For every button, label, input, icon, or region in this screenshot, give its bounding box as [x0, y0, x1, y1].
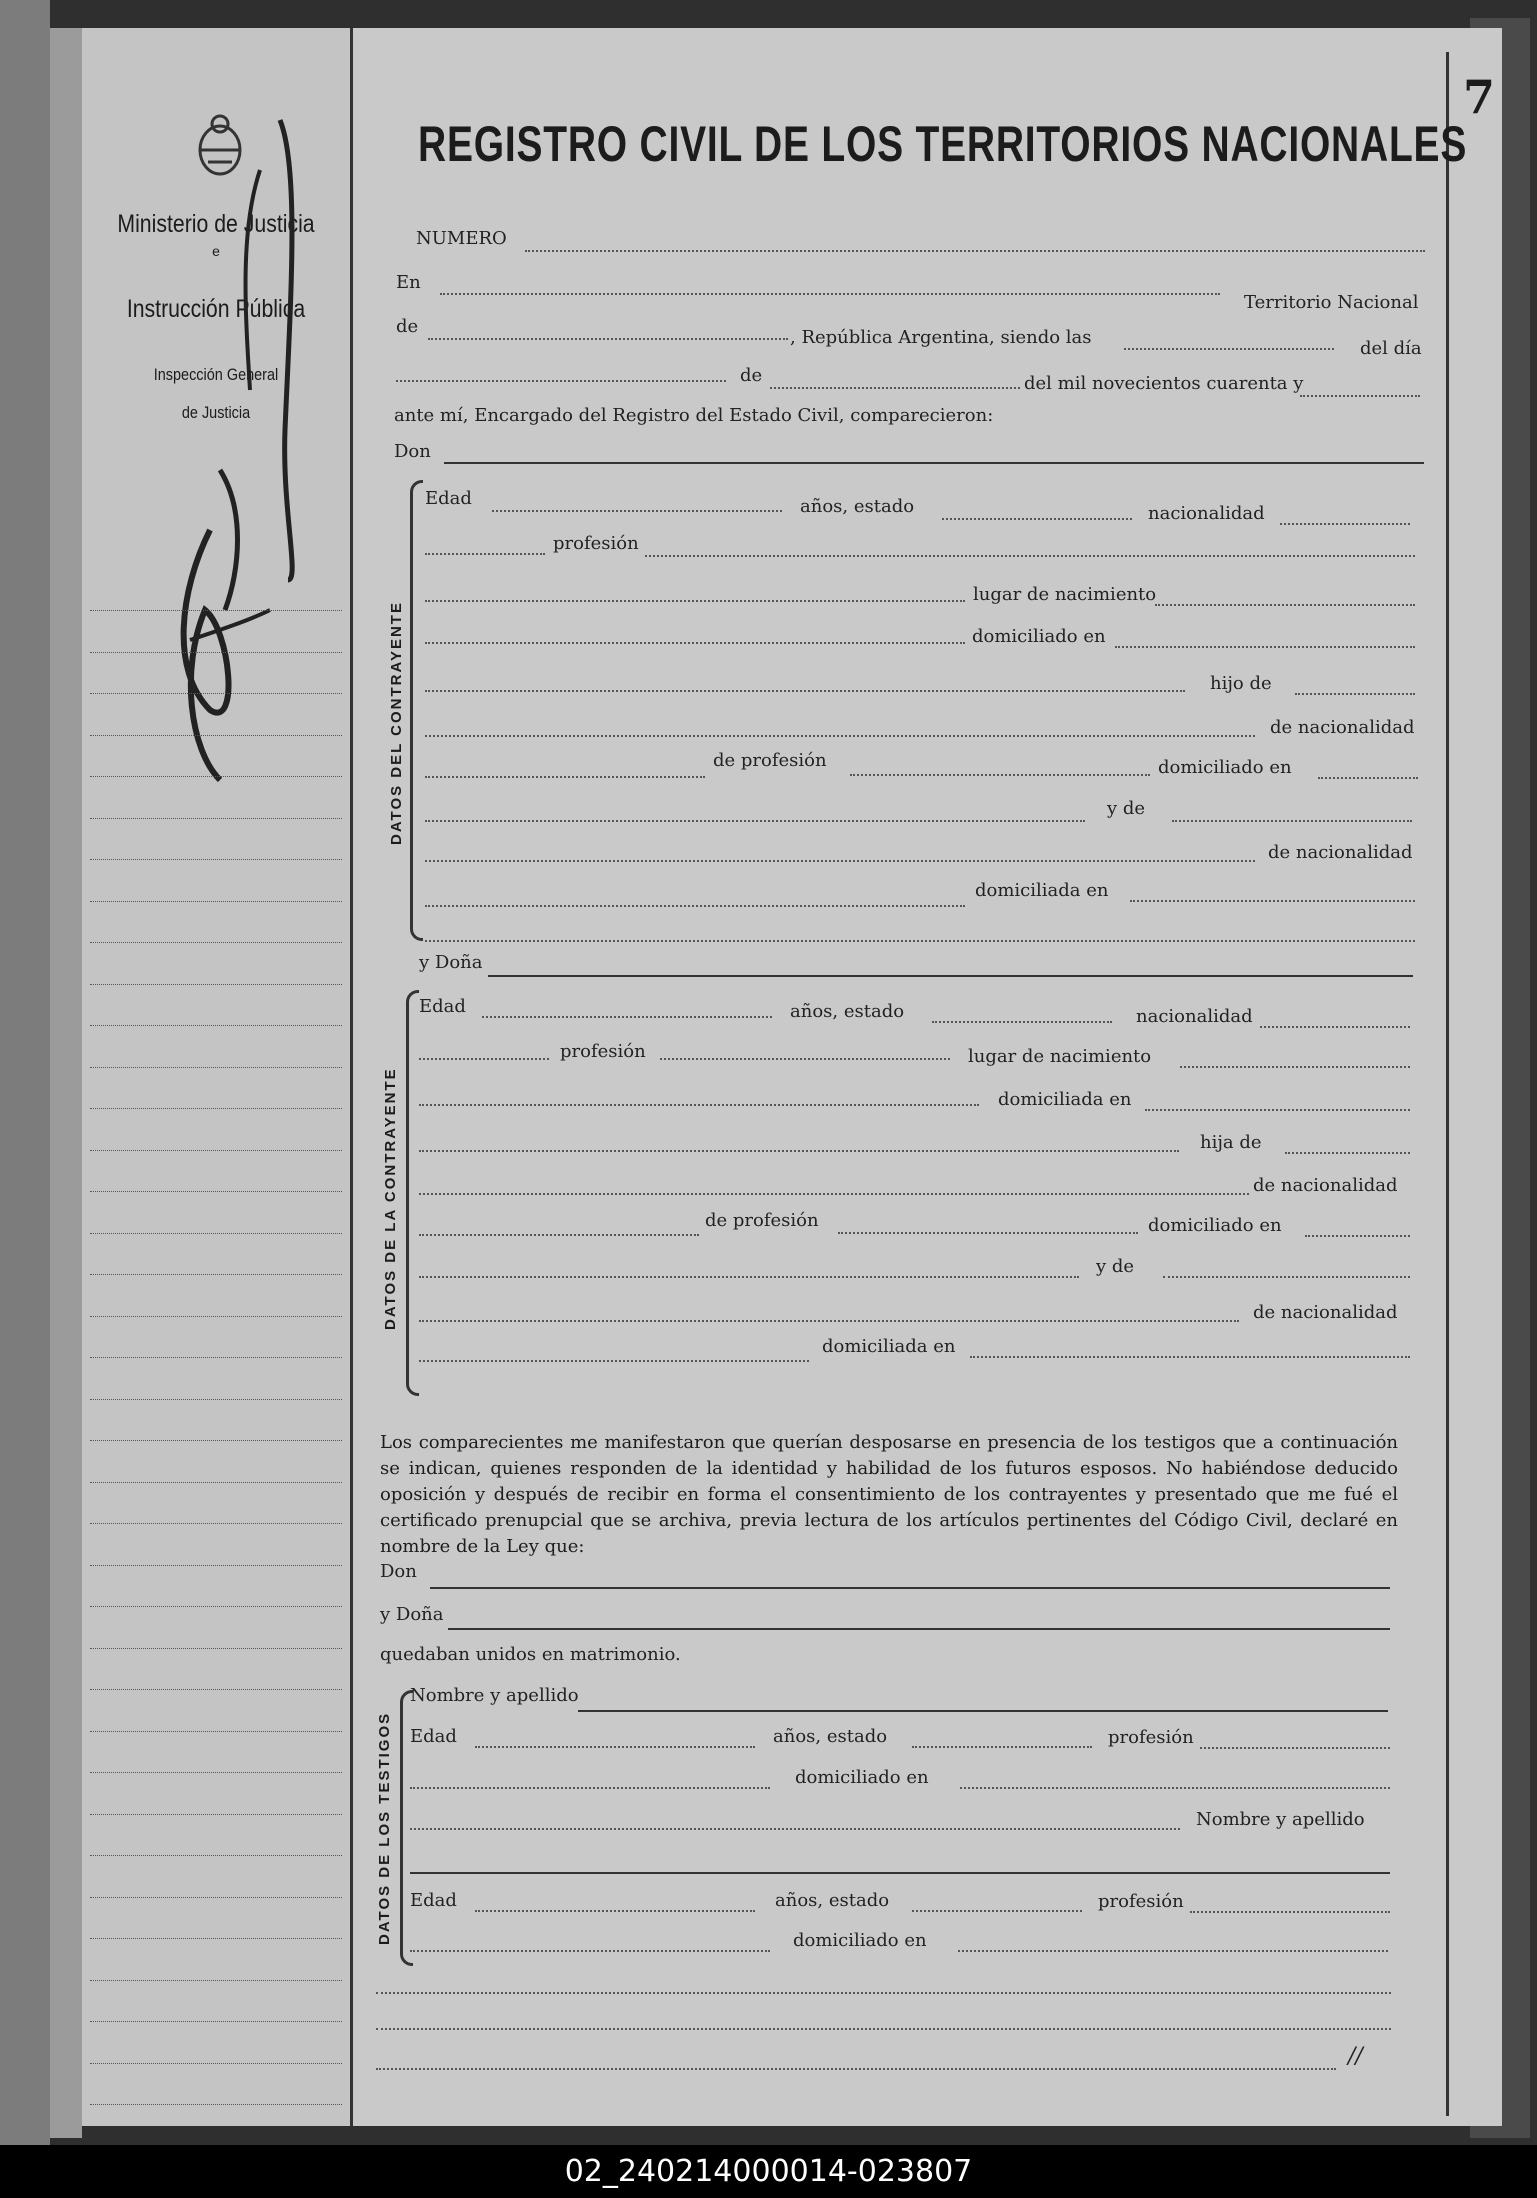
margin-ruled-line	[90, 1731, 342, 1732]
label-de-nacionalidad-f: de nacionalidad	[1253, 1175, 1398, 1196]
margin-ruled-line	[90, 1440, 342, 1441]
label-numero: NUMERO	[416, 228, 507, 249]
label-profesion-t2: profesión	[1098, 1891, 1184, 1912]
field-estado-t1	[912, 1746, 1092, 1748]
margin-ruled-line	[90, 1814, 342, 1815]
margin-ruled-line	[90, 1938, 342, 1939]
margin-ruled-line	[90, 1523, 342, 1524]
field-padre	[425, 735, 1255, 737]
field-madre-dom-f	[970, 1356, 1410, 1358]
field-domiciliado	[1115, 646, 1415, 648]
handwritten-signature	[150, 110, 320, 790]
label-de-nacionalidad-2: de nacionalidad	[1268, 842, 1413, 863]
field-domicilio-pre	[425, 642, 965, 644]
margin-ruled-line	[90, 818, 342, 819]
margin-ruled-line	[90, 1025, 342, 1026]
label-anos-estado-t2: años, estado	[775, 1890, 890, 1911]
label-anos-estado-f: años, estado	[790, 1001, 905, 1022]
label-domiciliado-en-2: domiciliado en	[1158, 757, 1292, 778]
field-madre-dom-2	[425, 940, 1415, 942]
margin-ruled-line	[90, 984, 342, 985]
field-madre-dom	[1130, 900, 1415, 902]
field-mes	[770, 387, 1020, 389]
field-nacionalidad-f	[1260, 1026, 1410, 1028]
label-de-nacionalidad-f-2: de nacionalidad	[1253, 1302, 1398, 1323]
margin-ruled-line	[90, 2063, 342, 2064]
margin-ruled-line	[90, 1980, 342, 1981]
ministry-line-1: Ministerio de Justicia	[117, 210, 315, 238]
field-ano	[1300, 395, 1420, 397]
label-territorio: Territorio Nacional	[1244, 292, 1419, 313]
margin-ruled-line	[90, 1274, 342, 1275]
page-title: REGISTRO CIVIL DE LOS TERRITORIOS NACIONALES	[418, 116, 1468, 172]
previous-page-edge	[0, 0, 50, 2145]
closing-mark: //	[1348, 2044, 1363, 2069]
label-anos-estado-t1: años, estado	[773, 1726, 888, 1747]
margin-ruled-line	[90, 1150, 342, 1151]
contrayente-mujer-bracket	[406, 990, 419, 1396]
margin-ruled-line	[90, 1108, 342, 1109]
margin-ruled-line	[90, 652, 342, 653]
margin-ruled-line	[90, 1067, 342, 1068]
field-padre-nac-f	[419, 1234, 699, 1236]
field-estado-t2	[912, 1910, 1082, 1912]
label-edad-f: Edad	[419, 996, 466, 1017]
field-padre-dom-2	[425, 820, 1085, 822]
field-lugar-nacimiento	[1155, 604, 1415, 606]
margin-ruled-line	[90, 901, 342, 902]
label-edad-t2: Edad	[410, 1890, 457, 1911]
label-domiciliado-t2: domiciliado en	[793, 1930, 927, 1951]
label-de-profesion-f: de profesión	[705, 1210, 819, 1231]
field-edad-t2	[475, 1910, 755, 1912]
field-profesion-t2	[1190, 1911, 1390, 1913]
margin-ruled-line	[90, 2021, 342, 2022]
margin-ruled-line	[90, 1482, 342, 1483]
margin-ruled-line	[90, 1855, 342, 1856]
page-number: 7	[1463, 70, 1496, 124]
margin-ruled-line	[90, 1357, 342, 1358]
contrayente-mujer-section-label: DATOS DE LA CONTRAYENTE	[382, 1067, 399, 1330]
margin-ruled-line	[90, 735, 342, 736]
ministry-line-2: e	[212, 243, 220, 259]
label-ante-mi: ante mí, Encargado del Registro del Estado Civil, comparecieron:	[394, 405, 994, 426]
label-decl-don: Don	[380, 1561, 417, 1582]
label-nacionalidad-f: nacionalidad	[1136, 1006, 1253, 1027]
scan-id-footer: 02_240214000014-023807	[0, 2145, 1537, 2198]
field-lugar-nacimiento-f	[1180, 1066, 1410, 1068]
field-hija-pre	[419, 1150, 1179, 1152]
field-padre-nac	[425, 776, 705, 778]
blank-line-3	[376, 2068, 1336, 2070]
label-decl-y-dona: y Doña	[380, 1604, 444, 1625]
label-domiciliado-en: domiciliado en	[972, 626, 1106, 647]
field-profesion-f	[660, 1058, 950, 1060]
field-padre-dom	[1318, 777, 1418, 779]
contrayente-section-label: DATOS DEL CONTRAYENTE	[388, 601, 405, 845]
label-nombre-apellido-2: Nombre y apellido	[1196, 1809, 1365, 1830]
field-prof-t2-2	[410, 1950, 770, 1952]
field-en	[440, 293, 1220, 295]
label-quedaban: quedaban unidos en matrimonio.	[380, 1644, 681, 1665]
margin-ruled-line	[90, 942, 342, 943]
field-prof-t1-2	[410, 1787, 770, 1789]
field-padre-f	[419, 1193, 1249, 1195]
label-domiciliada-en-f-2: domiciliada en	[822, 1336, 956, 1357]
label-en: En	[396, 272, 421, 293]
margin-ruled-line	[90, 2104, 342, 2105]
label-del-mil: del mil novecientos cuarenta y	[1024, 373, 1304, 394]
margin-ruled-line	[90, 1689, 342, 1690]
margin-ruled-line	[90, 1772, 342, 1773]
field-edad-f	[482, 1016, 772, 1018]
field-nombre-apellido	[578, 1710, 1388, 1712]
field-madre-2	[425, 860, 1255, 862]
label-y-de: y de	[1107, 798, 1146, 819]
inspection-line-1: Inspección General	[153, 365, 279, 384]
label-domiciliada-en: domiciliada en	[975, 880, 1109, 901]
label-hijo-de: hijo de	[1210, 673, 1272, 694]
field-madre	[1172, 820, 1412, 822]
field-madre-f	[1163, 1276, 1410, 1278]
label-domiciliado-en-f: domiciliado en	[1148, 1215, 1282, 1236]
label-don: Don	[394, 441, 431, 462]
ministry-line-3: Instrucción Pública	[126, 295, 306, 323]
margin-ruled-line	[90, 610, 342, 611]
field-nombre-apellido-2	[410, 1872, 1390, 1874]
label-hija-de: hija de	[1200, 1132, 1262, 1153]
field-profesion	[645, 555, 1415, 557]
label-profesion-f: profesión	[560, 1041, 646, 1062]
label-domiciliado-t1: domiciliado en	[795, 1767, 929, 1788]
field-decl-y-dona	[448, 1628, 1390, 1630]
field-hora	[1124, 348, 1334, 350]
label-y-dona: y Doña	[419, 952, 483, 973]
label-lugar-nacimiento-f: lugar de nacimiento	[968, 1046, 1152, 1067]
contrayente-bracket	[410, 480, 423, 941]
page-spine	[50, 28, 82, 2138]
field-don	[444, 462, 1424, 464]
field-padre-dom-f-2	[419, 1276, 1079, 1278]
blank-line-1	[376, 1992, 1391, 1994]
label-de-nacionalidad: de nacionalidad	[1270, 717, 1415, 738]
field-dom-f-pre	[419, 1104, 979, 1106]
label-domiciliada-en-f: domiciliada en	[998, 1089, 1132, 1110]
field-hijo-de	[1295, 693, 1415, 695]
field-domiciliado-t1	[960, 1787, 1390, 1789]
margin-ruled-line	[90, 776, 342, 777]
field-estado-f	[932, 1021, 1112, 1023]
field-madre-nac	[425, 905, 965, 907]
field-padre-prof	[850, 774, 1150, 776]
testigos-section-label: DATOS DE LOS TESTIGOS	[376, 1711, 393, 1945]
label-del-dia: del día	[1360, 338, 1422, 359]
label-lugar-nacimiento: lugar de nacimiento	[973, 584, 1157, 605]
field-hija-de	[1285, 1152, 1410, 1154]
label-de-profesion: de profesión	[713, 750, 827, 771]
margin-ruled-line	[90, 1399, 342, 1400]
label-edad: Edad	[425, 488, 472, 509]
margin-ruled-line	[90, 1316, 342, 1317]
margin-ruled-line	[90, 1233, 342, 1234]
field-padre-dom-f	[1305, 1235, 1410, 1237]
field-edad-t1	[475, 1746, 755, 1748]
label-nacionalidad: nacionalidad	[1148, 503, 1265, 524]
margin-ruled-line	[90, 859, 342, 860]
label-republica: , República Argentina, siendo las	[790, 327, 1092, 348]
label-profesion: profesión	[553, 533, 639, 554]
field-padre-prof-f	[838, 1232, 1138, 1234]
margin-ruled-line	[90, 1606, 342, 1607]
field-estado	[942, 518, 1132, 520]
field-madre-nac-f	[419, 1360, 809, 1362]
field-dom-t1-2	[410, 1828, 1180, 1830]
field-dia	[396, 380, 726, 382]
field-profesion-f-pre	[419, 1058, 549, 1060]
field-domiciliada-f	[1145, 1109, 1410, 1111]
field-profesion-t1	[1200, 1747, 1390, 1749]
declaration-paragraph: Los comparecientes me manifestaron que querían desposarse en presencia de los testigos que a continuación se indican, quienes responden de la identidad y habilidad de los futuros esposos. No habiéndose deducido oposición y después de recibir en forma el consentimiento de los contrayentes y presentado que me fué el certificado prenupcial que se archiva, previa lectura de los artículos pertinentes del Código Civil, declaré en nombre de la Ley que:	[380, 1432, 1398, 1557]
field-hijo-pre	[425, 690, 1185, 692]
field-y-dona	[488, 975, 1413, 977]
right-frame-line	[1446, 52, 1449, 2116]
label-nombre-apellido: Nombre y apellido	[410, 1685, 579, 1706]
field-numero	[525, 250, 1425, 252]
field-de	[428, 338, 788, 340]
field-decl-don	[430, 1587, 1390, 1589]
inspection-line-2: de Justicia	[181, 403, 251, 422]
label-anos-estado: años, estado	[800, 496, 915, 517]
blank-line-2	[376, 2028, 1391, 2030]
label-y-de-f: y de	[1096, 1256, 1135, 1277]
label-profesion-t1: profesión	[1108, 1727, 1194, 1748]
margin-ruled-line	[90, 1565, 342, 1566]
margin-ruled-line	[90, 1648, 342, 1649]
field-edad	[492, 510, 782, 512]
margin-ruled-line	[90, 693, 342, 694]
field-nacionalidad	[1280, 523, 1410, 525]
field-profesion-pre	[425, 553, 545, 555]
margin-ruled-line	[90, 1191, 342, 1192]
margin-ruled-line	[90, 1897, 342, 1898]
field-madre-f-2	[419, 1320, 1239, 1322]
label-edad-t1: Edad	[410, 1726, 457, 1747]
label-de-2: de	[740, 365, 763, 386]
field-profesion-2	[425, 600, 965, 602]
field-domiciliado-t2	[958, 1950, 1388, 1952]
label-de: de	[396, 316, 419, 337]
